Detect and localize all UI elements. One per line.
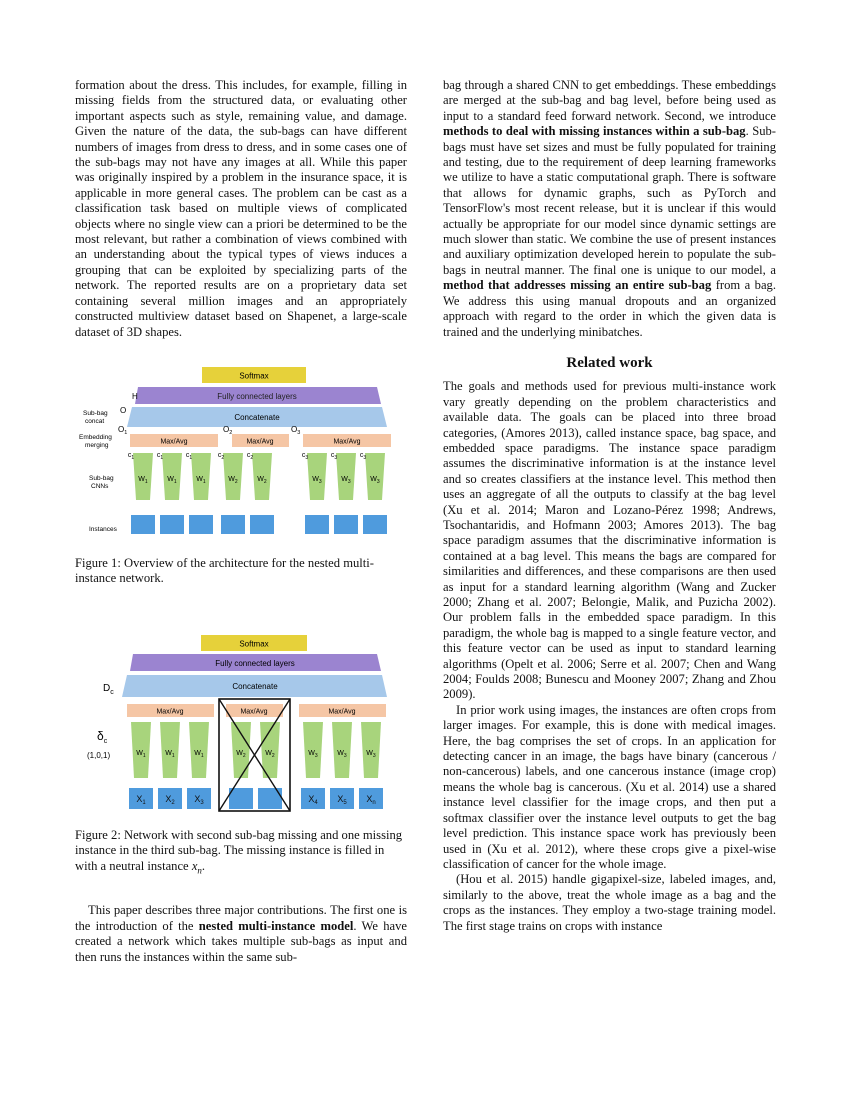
cnn2-weight-label-7: $W_3$ [337, 749, 347, 759]
label-O1: $O_1$ [118, 424, 128, 436]
instance2-label-6: $X_4$ [308, 793, 318, 806]
left-paragraph-1: formation about the dress. This includes, for example, filling in missing fields from the structured data, or evaluating other important aspects such as style, remaining value, and damage. Given the nature of the data, the sub-bags can have different numbers of images from dress to dress, and in some cases one of the sub-bags may not have any images at all. While this paper was originally inspired by a problem in the insurance space, it is applicable in more general cases. The problem can be cast as a classification task based on multiple views of complicated objects where no single view can a priori be determined to be the most relevant, but rather a combination of views combined with an understanding about the typical types of views induces a grouping that can be exploited by specializing parts of the network. The reported results are on a proprietary data set containing several million images and an appropriately constructed multiview dataset based on Shapenet, a large-scale dataset of 3D shapes. [75, 78, 407, 339]
merge-label-1: Max/Avg [160, 438, 188, 446]
cnn-c-label-6: $c_3$ [301, 451, 309, 461]
figure-2-caption: Figure 2: Network with second sub-bag missing and one missing instance in the third sub-bag. The missing instance is filled in with a neutral instance $x_n$. [75, 827, 403, 876]
cnn-c-label-2: $c_1$ [156, 451, 164, 461]
label-O: O [120, 405, 127, 415]
label-O2: $O_2$ [223, 424, 233, 436]
instance-box-4 [221, 515, 245, 534]
label-H: H [132, 391, 138, 401]
cnn2-weight-label-4: $W_2$ [236, 749, 246, 759]
label-Dc: $D_c$ [103, 682, 114, 696]
instance2-box-4 [229, 788, 253, 809]
cnn-c-label-7: $c_3$ [330, 451, 338, 461]
figure-2-diagram [75, 631, 407, 831]
cnn-c-label-8: $c_3$ [359, 451, 367, 461]
left-column [75, 78, 407, 965]
merge-label-2-1: Max/Avg [156, 708, 184, 716]
instance-box-3 [189, 515, 213, 534]
row-label-subbag-2: concat [85, 417, 105, 425]
instance2-label-8: $X_n$ [366, 793, 376, 806]
instance-box-2 [160, 515, 184, 534]
left-paragraph-2: This paper describes three major contributions. The first one is the introduction of the nested multi-instance model. We have created a network which takes multiple sub-bags as input and then runs the instances within the same sub- [75, 903, 407, 964]
cnn2-weight-label-3: $W_1$ [194, 749, 204, 759]
right-paragraph-4: (Hou et al. 2015) handle gigapixel-size, labeled images, and, similarly to the above, treat the whole image as a bag and the crops as the instances. They employ a two-stage training model. The first stage trains on crops with instance [443, 872, 776, 933]
cnn-weight-label-1: $W_1$ [138, 475, 148, 485]
merge-label-2-3: Max/Avg [328, 708, 356, 716]
merge-label-3: Max/Avg [333, 438, 361, 446]
cnn-weight-label-4: $W_2$ [228, 475, 238, 485]
cnn-weight-label-8: $W_3$ [370, 475, 380, 485]
fc-label: Fully connected layers [217, 391, 297, 401]
instance2-label-7: $X_5$ [337, 793, 347, 806]
figure-2 [75, 631, 407, 831]
cnn2-weight-label-2: $W_1$ [165, 749, 175, 759]
right-paragraph-1: bag through a shared CNN to get embeddings. These embeddings are merged at the sub-bag and bag level, before being used as input to a standard feed forward network. Second, we introduce methods to deal with missing instances within a sub-bag. Sub-bags must have set sizes and must be fully populated for training and testing, due to the requirement of deep learning frameworks we utilize to have a static computational graph. There is software that allows for dynamic graphs, such as PyTorch and TensorFlow's most recent release, but it is unclear if this would actually be appropriate for our model since dynamic settings are much slower than static. We combine the use of present instances and auxiliary optimization developed herein to populate the sub-bags in neutral manner. The final one is unique to our model, a method that addresses missing an entire sub-bag from a bag. We address this using manual dropouts and an organized approach with regard to the order in which the given data is trained and the underlying minibatches. [443, 78, 776, 339]
row-label-cnn-1: Sub-bag [89, 474, 114, 482]
instance-box-1 [131, 515, 155, 534]
instance-box-8 [363, 515, 387, 534]
instance-box-6 [305, 515, 329, 534]
cnn-c-label-4: $c_2$ [217, 451, 225, 461]
right-paragraph-3: In prior work using images, the instances are often crops from larger images. For example, this is done with medical images. Here, the bag comprises the set of crops. In an application for detecting cancer in an image, the bags have binary (cancerous / non-cancerous) labels, and one cancerous instance (image crop) means the whole bag is cancerous. (Xu et al. 2014) use a shared instance level classifier for the image crops, and then put a softmax classifier over the instance level outputs to get the bag level prediction. This instance space work has previously been used in (Xu et al. 2012), where these crops give a pixel-wise classification of cancer for the whole image. [443, 702, 776, 871]
instance-group-2 [129, 788, 383, 809]
cnn-weight-label-2: $W_1$ [167, 475, 177, 485]
merge-label-2: Max/Avg [246, 438, 274, 446]
cnn-c-label-3: $c_1$ [185, 451, 193, 461]
cnn-weight-label-7: $W_3$ [341, 475, 351, 485]
cnn-group-2 [131, 722, 381, 778]
cnn-c-label-5: $c_2$ [246, 451, 254, 461]
instance-box-7 [334, 515, 358, 534]
row-label-embed-2: merging [85, 441, 109, 449]
right-paragraph-2: The goals and methods used for previous multi-instance work vary greatly depending on the problem characteristics and available data. The goals can be placed into three broad categories, (Amores 2013), called instance space, bag space, and embedded space paradigms. The instance space paradigm assumes the discriminative information is at the instance level and so creates classifiers at the instance level. This method then uses an aggregate of all the outputs to classify at the bag level (Xu et al. 2014; Maron and Lozano-Pérez 1998; Andrews, Tsochantaridis, and Hofmann 2003; Amores 2013). The bag space paradigm assumes that the discriminative information is contained at a bag level. This means the bags are compared for similarities and differences, and these comparisons are then used as input for a standard learning algorithm (Wang and Zucker 2000; Zhang et al. 2007; Belongie, Malik, and Puzicha 2002). Our problem falls in the embedded space paradigm. In this paradigm, the whole bag is mapped to a single feature vector, and this feature vector can be used as input to standard learning algorithms (Opelt et al. 2006; Serre et al. 2007; Chen and Wang 2004; Foulds 2008; Bunescu and Mooney 2007; Zhang and Zhou 2009). [443, 379, 776, 702]
cnn-c-label-1: $c_1$ [127, 451, 135, 461]
right-column [443, 78, 776, 934]
merge-label-2-2: Max/Avg [240, 708, 268, 716]
figure-1-diagram [75, 362, 407, 562]
instance2-label-1: $X_1$ [136, 793, 146, 806]
softmax-label-2: Softmax [239, 639, 269, 649]
cnn-weight-label-5: $W_2$ [257, 475, 267, 485]
concat-label-2: Concatenate [232, 681, 278, 691]
cnn-group [128, 452, 385, 500]
cnn-weight-label-3: $W_1$ [196, 475, 206, 485]
row-label-instances: Instances [89, 525, 117, 533]
math-xn: $x_n$ [191, 858, 202, 876]
concat-label: Concatenate [234, 412, 280, 422]
instance2-label-2: $X_2$ [165, 793, 175, 806]
row-label-subbag-1: Sub-bag [83, 409, 108, 417]
instance2-label-3: $X_3$ [194, 793, 204, 806]
cnn-weight-label-6: $W_3$ [312, 475, 322, 485]
label-O3: $O_3$ [291, 424, 301, 436]
figure-1-caption: Figure 1: Overview of the architecture for the nested multi-instance network. [75, 555, 374, 586]
row-label-embed-1: Embedding [79, 433, 112, 441]
row-label-cnn-2: CNNs [91, 482, 109, 490]
cnn2-weight-label-6: $W_3$ [308, 749, 318, 759]
softmax-label: Softmax [239, 371, 269, 381]
cnn2-weight-label-1: $W_1$ [136, 749, 146, 759]
figure-1 [75, 362, 407, 562]
label-vector: (1,0,1) [87, 750, 111, 760]
cnn2-weight-label-5: $W_2$ [265, 749, 275, 759]
instance-box-5 [250, 515, 274, 534]
cnn2-weight-label-8: $W_3$ [366, 749, 376, 759]
label-delta: $\delta_c$ [97, 728, 108, 745]
section-heading-related-work: Related work [566, 354, 653, 371]
fc-label-2: Fully connected layers [215, 658, 295, 668]
instance-group [131, 515, 387, 534]
instance2-box-5 [258, 788, 282, 809]
